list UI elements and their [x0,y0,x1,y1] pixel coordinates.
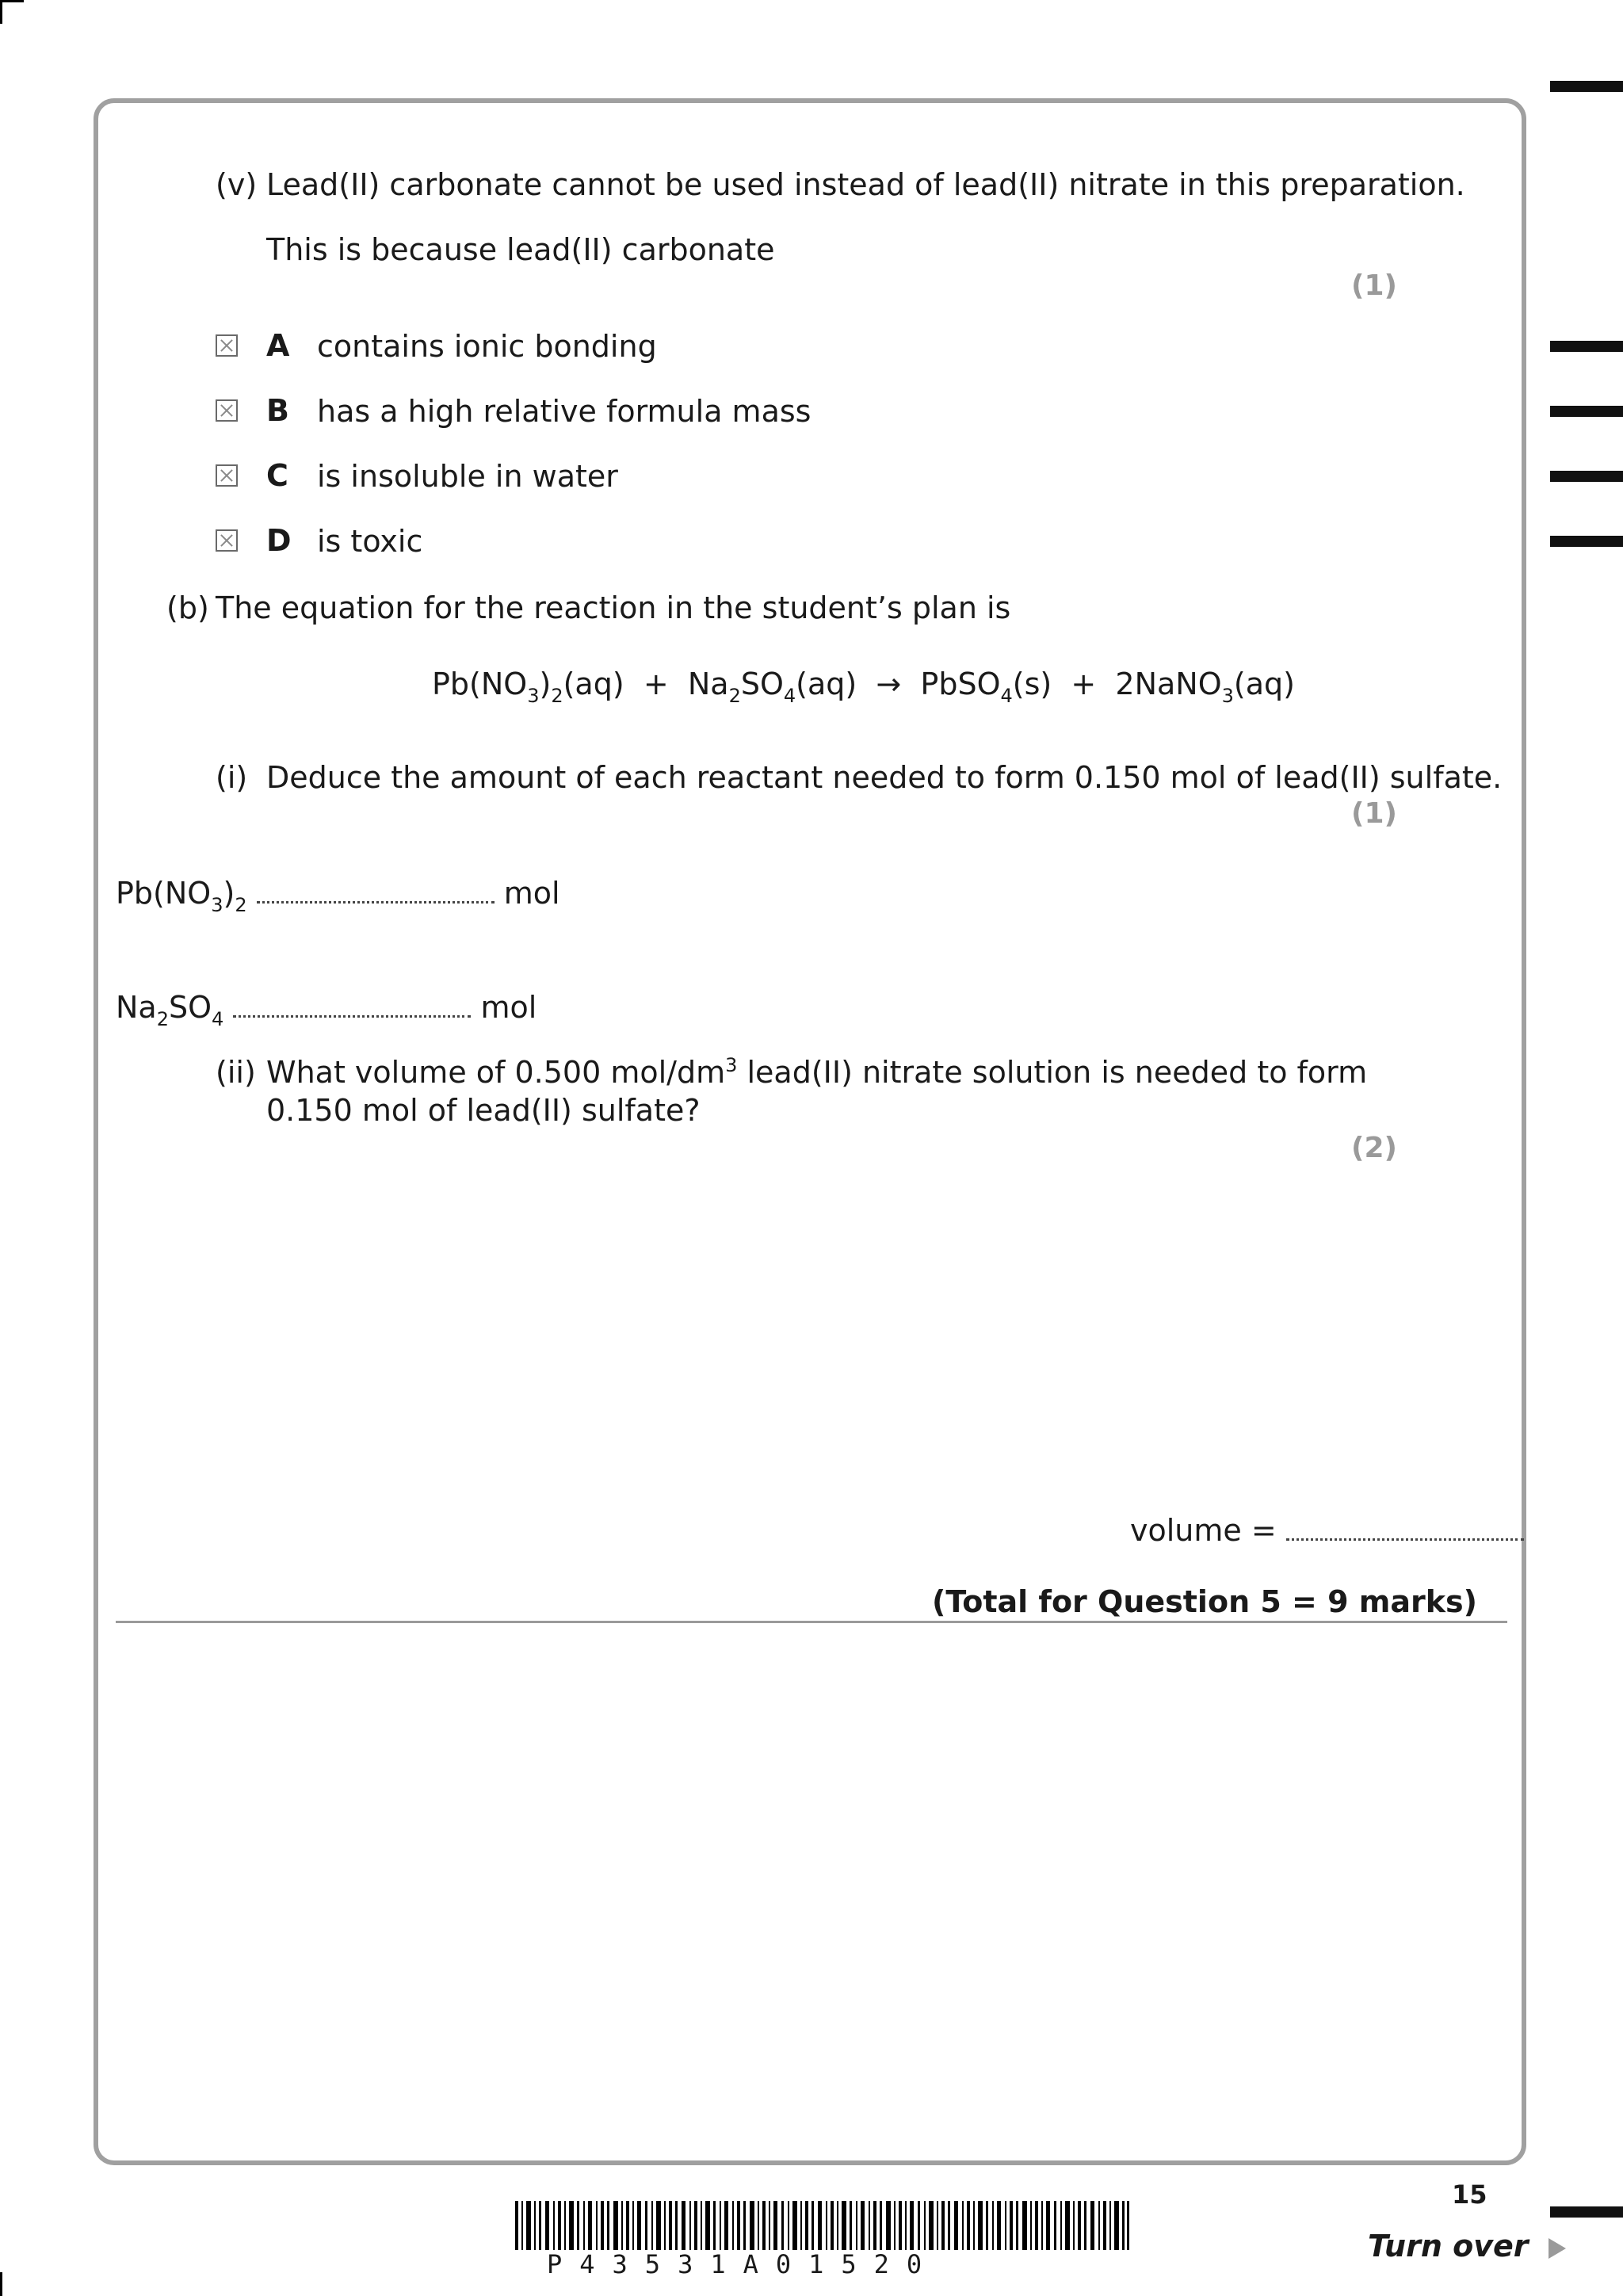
barcode [515,2201,1129,2250]
question-v-label: (v) [216,167,258,202]
volume-answer-line[interactable]: volume = [1130,1512,1524,1549]
checkbox[interactable] [216,334,238,357]
option-text: contains ionic bonding [317,329,657,364]
page-number: 15 [1452,2179,1487,2210]
question-v-text: Lead(II) carbonate cannot be used instead of lead(II) nitrate in this preparation. [266,167,1465,202]
question-b-text: The equation for the reaction in the student’s plan is [216,590,1011,625]
answer-line-na2so4[interactable]: $Na_2SO_4$ mol [116,990,537,1030]
play-triangle-icon [1549,2238,1566,2259]
answer-dots[interactable] [233,1015,471,1018]
option-text: is toxic [317,524,423,559]
answer-dots[interactable] [1286,1538,1524,1541]
option-letter: A [266,328,290,363]
marks-ii: (2) [1351,1132,1397,1164]
barcode-number: P43531A01520 [547,2249,940,2279]
checkbox[interactable] [216,399,238,422]
question-i-label: (i) [216,760,248,795]
question-i-text: Deduce the amount of each reactant needed to form 0.150 mol of lead(II) sulfate. [266,760,1503,795]
answer-dots[interactable] [257,901,495,904]
option-letter: B [266,393,289,428]
arrow-icon: → [876,667,902,701]
question-b-label: (b) [166,590,209,625]
crop-mark [0,2272,2,2296]
edge-bar [1550,471,1623,482]
question-ii-label: (ii) [216,1055,256,1090]
question-total: (Total for Question 5 = 9 marks) [932,1584,1477,1619]
divider [116,1621,1507,1623]
crop-mark [0,0,24,2]
chemical-equation: $Pb(NO_3)_2(aq) + Na_2SO_4(aq)$ → PbSO$_4$(s) + 2NaNO$_3$(aq) [432,667,1295,707]
question-v-subtext: This is because lead(II) carbonate [266,232,775,267]
turn-over-text: Turn over [1368,2229,1566,2264]
checkbox[interactable] [216,529,238,552]
answer-line-pbno3[interactable]: $Pb(NO_3)_2$ mol [116,876,560,916]
checkbox[interactable] [216,464,238,487]
option-letter: D [266,523,292,558]
question-ii-text: What volume of 0.500 mol/$dm^3$ lead(II) nitrate solution is needed to form [266,1054,1368,1090]
option-text: is insoluble in water [317,459,618,494]
edge-bar [1550,406,1623,417]
option-letter: C [266,458,288,493]
marks-i: (1) [1351,797,1397,830]
edge-bar [1550,2206,1623,2218]
edge-bar [1550,536,1623,547]
question-ii-text-line2: 0.150 mol of lead(II) sulfate? [266,1093,701,1128]
option-text: has a high relative formula mass [317,394,812,429]
crop-mark [0,0,2,24]
marks-v: (1) [1351,269,1397,302]
edge-bar [1550,341,1623,352]
edge-bar [1550,81,1623,92]
